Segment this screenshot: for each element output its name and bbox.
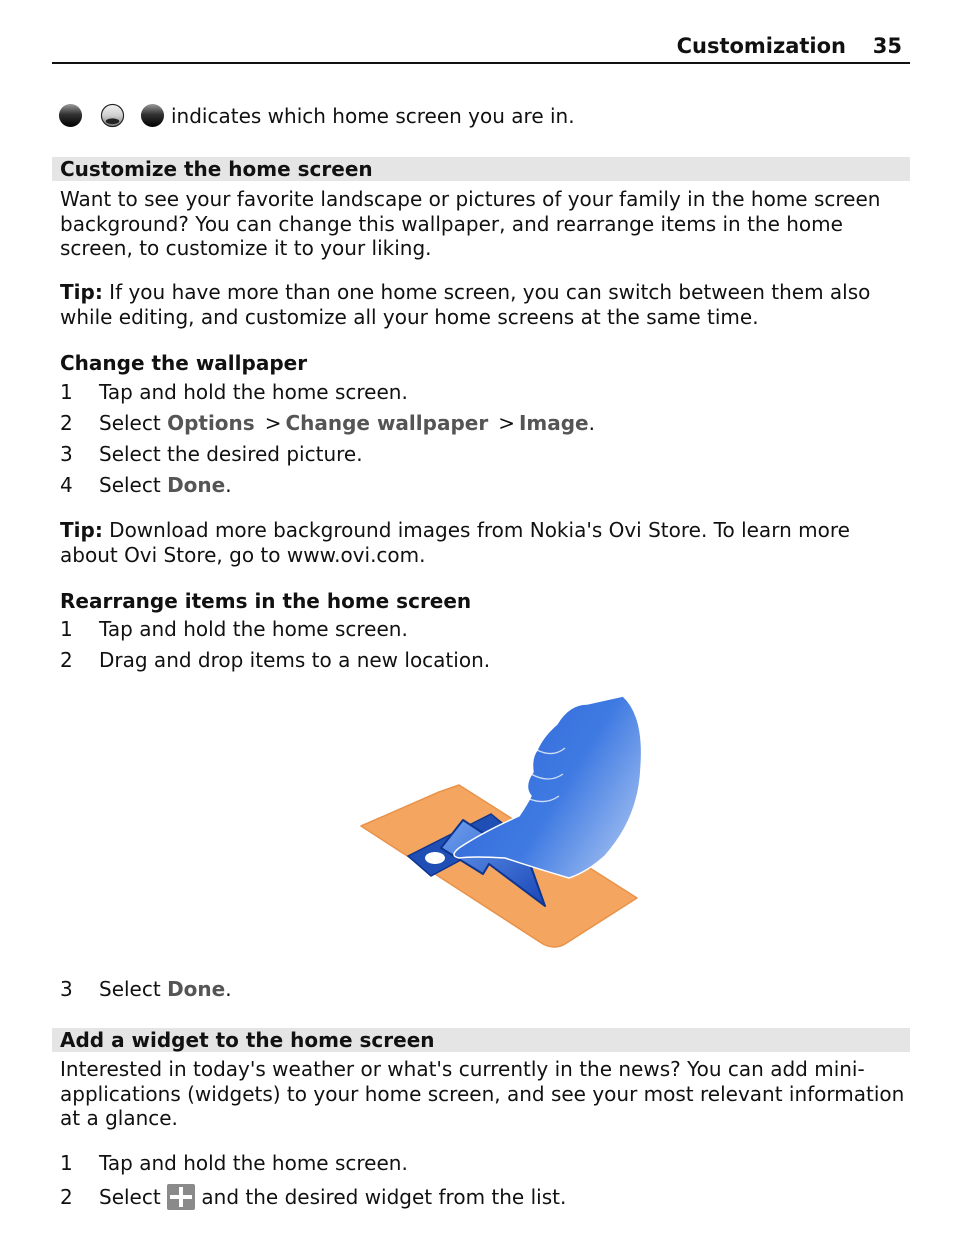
step-number: 3 xyxy=(60,442,73,466)
step-number: 1 xyxy=(60,1151,73,1175)
wallpaper-step-2 xyxy=(60,411,595,435)
done-option: Done xyxy=(167,977,226,1001)
step-suffix: . xyxy=(225,977,232,1001)
step-text: Select the desired picture. xyxy=(99,442,363,466)
section-heading-add-widget xyxy=(52,1028,910,1052)
step-text: Tap and hold the home screen. xyxy=(99,380,408,404)
subheading-change-wallpaper: Change the wallpaper xyxy=(60,351,308,375)
plus-icon xyxy=(167,1184,195,1210)
tip-text: If you have more than one home screen, you can switch between them also while editing, and customize all your home screens at the same time. xyxy=(60,280,871,329)
step-text: Select xyxy=(99,1185,168,1209)
indicator-description: indicates which home screen you are in. xyxy=(171,104,575,128)
home-screen-dot-icon xyxy=(100,103,125,128)
change-wallpaper-menu-item: Change wallpaper xyxy=(285,411,489,435)
widget-item-dot xyxy=(425,852,445,864)
tip-label: Tip: xyxy=(60,518,103,542)
options-menu-item: Options xyxy=(167,411,255,435)
pointing-hand-icon xyxy=(454,696,642,878)
done-option: Done xyxy=(167,473,226,497)
step-text: Drag and drop items to a new location. xyxy=(99,648,491,672)
widget-step-2 xyxy=(60,1184,566,1210)
header-section-title: Customization xyxy=(676,34,846,58)
section-heading-text: Customize the home screen xyxy=(60,157,373,181)
step-number: 1 xyxy=(60,617,73,641)
customize-tip xyxy=(60,280,910,329)
customize-intro: Want to see your favorite landscape or pictures of your family in the home screen background? You can change this wallpaper, and rearrange items in the home screen, to customize it to your liking. xyxy=(60,187,881,260)
step-number: 2 xyxy=(60,648,73,672)
running-header xyxy=(52,34,910,64)
step-text: Select xyxy=(99,411,168,435)
step-number: 1 xyxy=(60,380,73,404)
wallpaper-tip xyxy=(60,518,910,567)
widget-intro: Interested in today's weather or what's currently in the news? You can add mini-applications (widgets) to your home screen, and see your most relevant information at a glance. xyxy=(60,1057,905,1130)
step-number: 4 xyxy=(60,473,73,497)
tip-text: Download more background images from Nokia's Ovi Store. To learn more about Ovi Store, go to www.ovi.com. xyxy=(60,518,850,567)
step-text: Tap and hold the home screen. xyxy=(99,617,408,641)
wallpaper-step-4 xyxy=(60,473,232,497)
image-menu-item: Image xyxy=(518,411,589,435)
rearrange-step-2 xyxy=(60,648,490,672)
section-heading-customize xyxy=(52,157,910,181)
step-number: 3 xyxy=(60,977,73,1001)
step-number: 2 xyxy=(60,411,73,435)
drag-and-drop-illustration xyxy=(355,692,647,952)
menu-separator: > xyxy=(264,411,282,435)
page-number: 35 xyxy=(872,34,902,58)
step-number: 2 xyxy=(60,1185,73,1209)
step-suffix: . xyxy=(588,411,595,435)
step-suffix: . xyxy=(225,473,232,497)
home-screen-dot-icon xyxy=(140,103,165,128)
step-text: Select xyxy=(99,977,168,1001)
tip-label: Tip: xyxy=(60,280,103,304)
step-text: and the desired widget from the list. xyxy=(195,1185,567,1209)
menu-separator: > xyxy=(498,411,515,435)
home-screen-dot-active-icon xyxy=(58,103,83,128)
wallpaper-step-3 xyxy=(60,442,363,466)
step-text: Tap and hold the home screen. xyxy=(99,1151,408,1175)
subheading-rearrange-items: Rearrange items in the home screen xyxy=(60,589,472,613)
widget-step-1 xyxy=(60,1151,408,1175)
step-text: Select xyxy=(99,473,168,497)
rearrange-step-1 xyxy=(60,617,408,641)
section-heading-text: Add a widget to the home screen xyxy=(60,1028,435,1052)
rearrange-step-3 xyxy=(60,977,232,1001)
wallpaper-step-1 xyxy=(60,380,408,404)
